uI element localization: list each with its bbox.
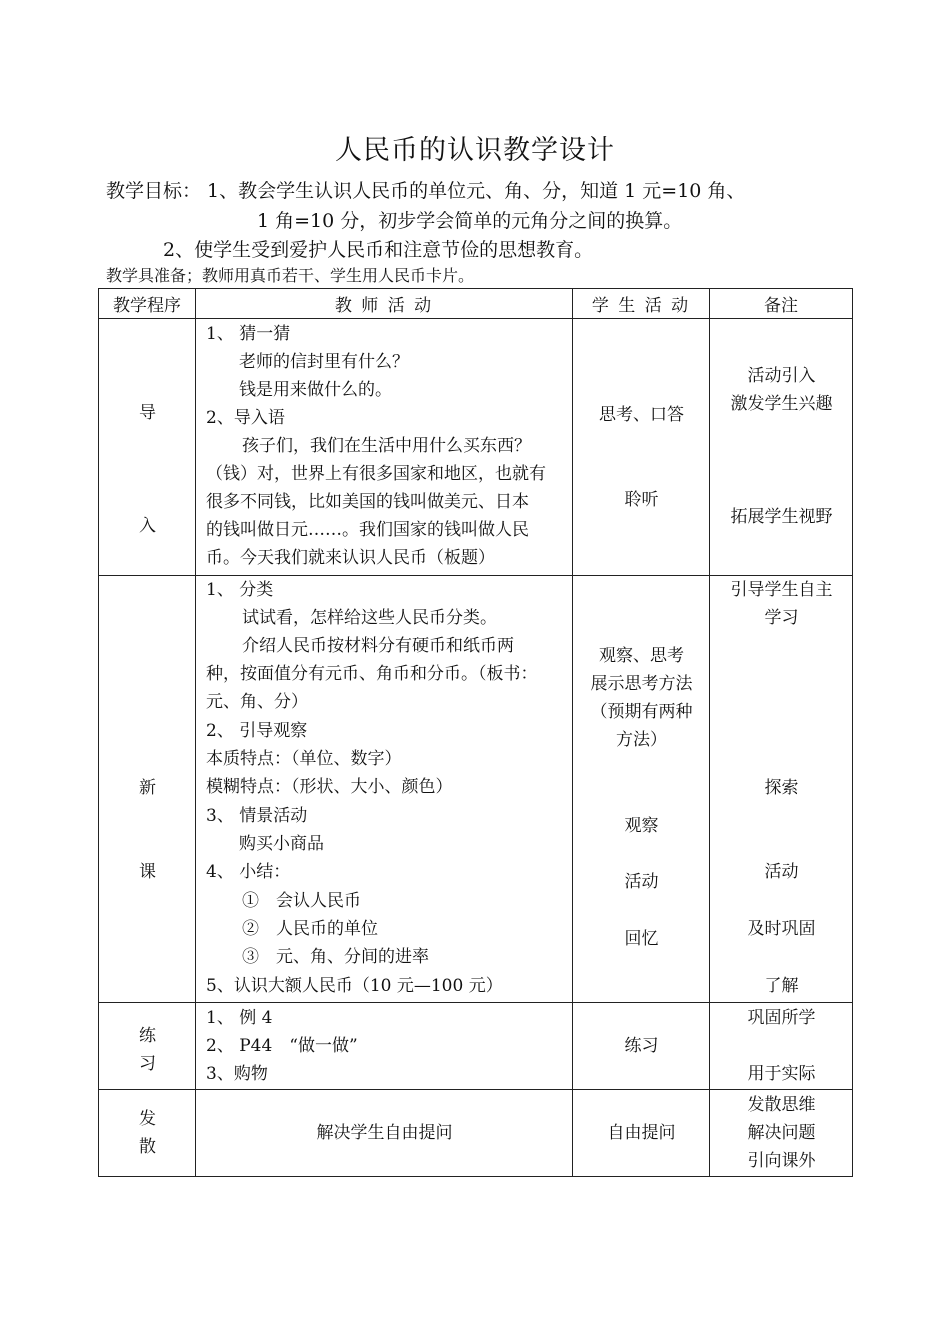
student-line: 聆听 — [624, 490, 659, 510]
notes-cell — [710, 1090, 853, 1177]
note-line: 活动 — [764, 862, 799, 882]
note-line: 用于实际 — [747, 1064, 816, 1084]
teacher-line: 1、 例 4 — [206, 1008, 273, 1028]
student-cell — [573, 1003, 710, 1090]
teacher-line: 试试看，怎样给这些人民币分类。 — [242, 608, 497, 628]
goal-line-3: 2、使学生受到爱护人民币和注意节俭的思想教育。 — [163, 239, 594, 261]
note-line: 及时巩固 — [747, 919, 816, 939]
teacher-cell — [196, 319, 573, 576]
goal-line-2: 1 角=10 分，初步学会简单的元角分之间的换算。 — [257, 210, 683, 232]
teacher-line: 种，按面值分有元币、角币和分币。（板书： — [206, 664, 538, 684]
teacher-line: 的钱叫做日元……。我们国家的钱叫做人民 — [206, 520, 529, 540]
note-line: 巩固所学 — [747, 1008, 816, 1028]
stage-char: 散 — [139, 1137, 156, 1157]
teaching-tools: 教学具准备；教师用真币若干、学生用人民币卡片。 — [106, 266, 475, 285]
note-line: 活动引入 — [747, 366, 816, 386]
stage-char: 练 — [139, 1026, 156, 1046]
stage-char: 新 — [139, 778, 156, 798]
teacher-line: 1、 猜一猜 — [206, 324, 291, 344]
teacher-line: 2、 引导观察 — [206, 721, 308, 741]
stage-char: 导 — [139, 403, 156, 423]
student-line: 展示思考方法 — [590, 674, 693, 694]
header-notes: 备注 — [710, 289, 853, 319]
notes-cell — [710, 1003, 853, 1090]
stage-cell — [99, 1090, 196, 1177]
teacher-line: 3、购物 — [206, 1064, 268, 1084]
table-row-new-lesson — [99, 576, 853, 1003]
goal-line-1: 教学目标： 1、教会学生认识人民币的单位元、角、分，知道 1 元=10 角、 — [106, 180, 746, 202]
note-line: 引导学生自主 — [730, 580, 833, 600]
student-line: 练习 — [624, 1036, 659, 1056]
teacher-line: 本质特点：（单位、数字） — [206, 749, 402, 769]
student-cell — [573, 319, 710, 576]
table-header-row — [99, 289, 853, 319]
table-row-practice — [99, 1003, 853, 1090]
stage-cell — [99, 319, 196, 576]
teacher-cell — [196, 1003, 573, 1090]
student-line: （预期有两种 — [590, 702, 693, 722]
teacher-line: 老师的信封里有什么？ — [239, 352, 409, 372]
teacher-line: 介绍人民币按材料分有硬币和纸币两 — [242, 636, 514, 656]
student-line: 活动 — [624, 872, 659, 892]
stage-char: 发 — [139, 1109, 156, 1129]
student-line: 观察 — [624, 816, 659, 836]
table-row-intro — [99, 319, 853, 576]
stage-char: 习 — [139, 1054, 156, 1074]
stage-char: 课 — [139, 862, 156, 882]
table-row-divergent — [99, 1090, 853, 1177]
teacher-line: 2、导入语 — [206, 408, 285, 428]
teacher-line: （钱）对，世界上有很多国家和地区，也就有 — [206, 464, 546, 484]
page-title: 人民币的认识教学设计 — [335, 135, 615, 166]
teacher-line: 币。今天我们就来认识人民币（板题） — [206, 548, 495, 568]
teacher-line: 孩子们，我们在生活中用什么买东西？ — [242, 436, 531, 456]
header-procedure: 教学程序 — [99, 289, 196, 319]
note-line: 学习 — [764, 608, 799, 628]
teacher-line: 购买小商品 — [239, 834, 324, 854]
header-student-activity: 学 生 活 动 — [573, 289, 710, 319]
teacher-line: 3、 情景活动 — [206, 806, 308, 826]
student-line: 自由提问 — [607, 1123, 676, 1143]
lesson-plan-table — [98, 288, 853, 1177]
teacher-line: 模糊特点：（形状、大小、颜色） — [206, 777, 453, 797]
teacher-line: ② 人民币的单位 — [242, 919, 378, 939]
notes-cell — [710, 576, 853, 1003]
notes-cell — [710, 319, 853, 576]
teacher-line: 5、认识大额人民币（10 元—100 元） — [206, 976, 503, 996]
note-line: 了解 — [764, 976, 799, 996]
stage-char: 入 — [139, 516, 156, 536]
note-line: 发散思维 — [747, 1095, 816, 1115]
teacher-line: 很多不同钱，比如美国的钱叫做美元、日本 — [206, 492, 529, 512]
teacher-line: 4、 小结： — [206, 862, 291, 882]
teacher-line: ① 会认人民币 — [242, 891, 361, 911]
note-line: 激发学生兴趣 — [730, 394, 833, 414]
student-line: 回忆 — [624, 929, 659, 949]
teacher-line: ③ 元、角、分间的进率 — [242, 947, 429, 967]
note-line: 引向课外 — [747, 1151, 816, 1171]
teacher-line: 钱是用来做什么的。 — [239, 380, 392, 400]
note-line: 解决问题 — [747, 1123, 816, 1143]
teacher-line: 解决学生自由提问 — [316, 1123, 453, 1143]
student-cell — [573, 576, 710, 1003]
stage-cell — [99, 576, 196, 1003]
student-line: 方法） — [616, 730, 667, 750]
note-line: 拓展学生视野 — [730, 507, 833, 527]
note-line: 探索 — [764, 778, 799, 798]
stage-cell — [99, 1003, 196, 1090]
teacher-line: 元、角、分） — [206, 692, 308, 712]
student-cell — [573, 1090, 710, 1177]
teacher-line: 1、 分类 — [206, 580, 274, 600]
teacher-cell — [196, 1090, 573, 1177]
student-line: 思考、口答 — [599, 405, 684, 425]
teacher-cell — [196, 576, 573, 1003]
student-line: 观察、思考 — [599, 646, 684, 666]
teacher-line: 2、 P44 “做一做” — [206, 1036, 358, 1056]
header-teacher-activity: 教 师 活 动 — [196, 289, 573, 319]
